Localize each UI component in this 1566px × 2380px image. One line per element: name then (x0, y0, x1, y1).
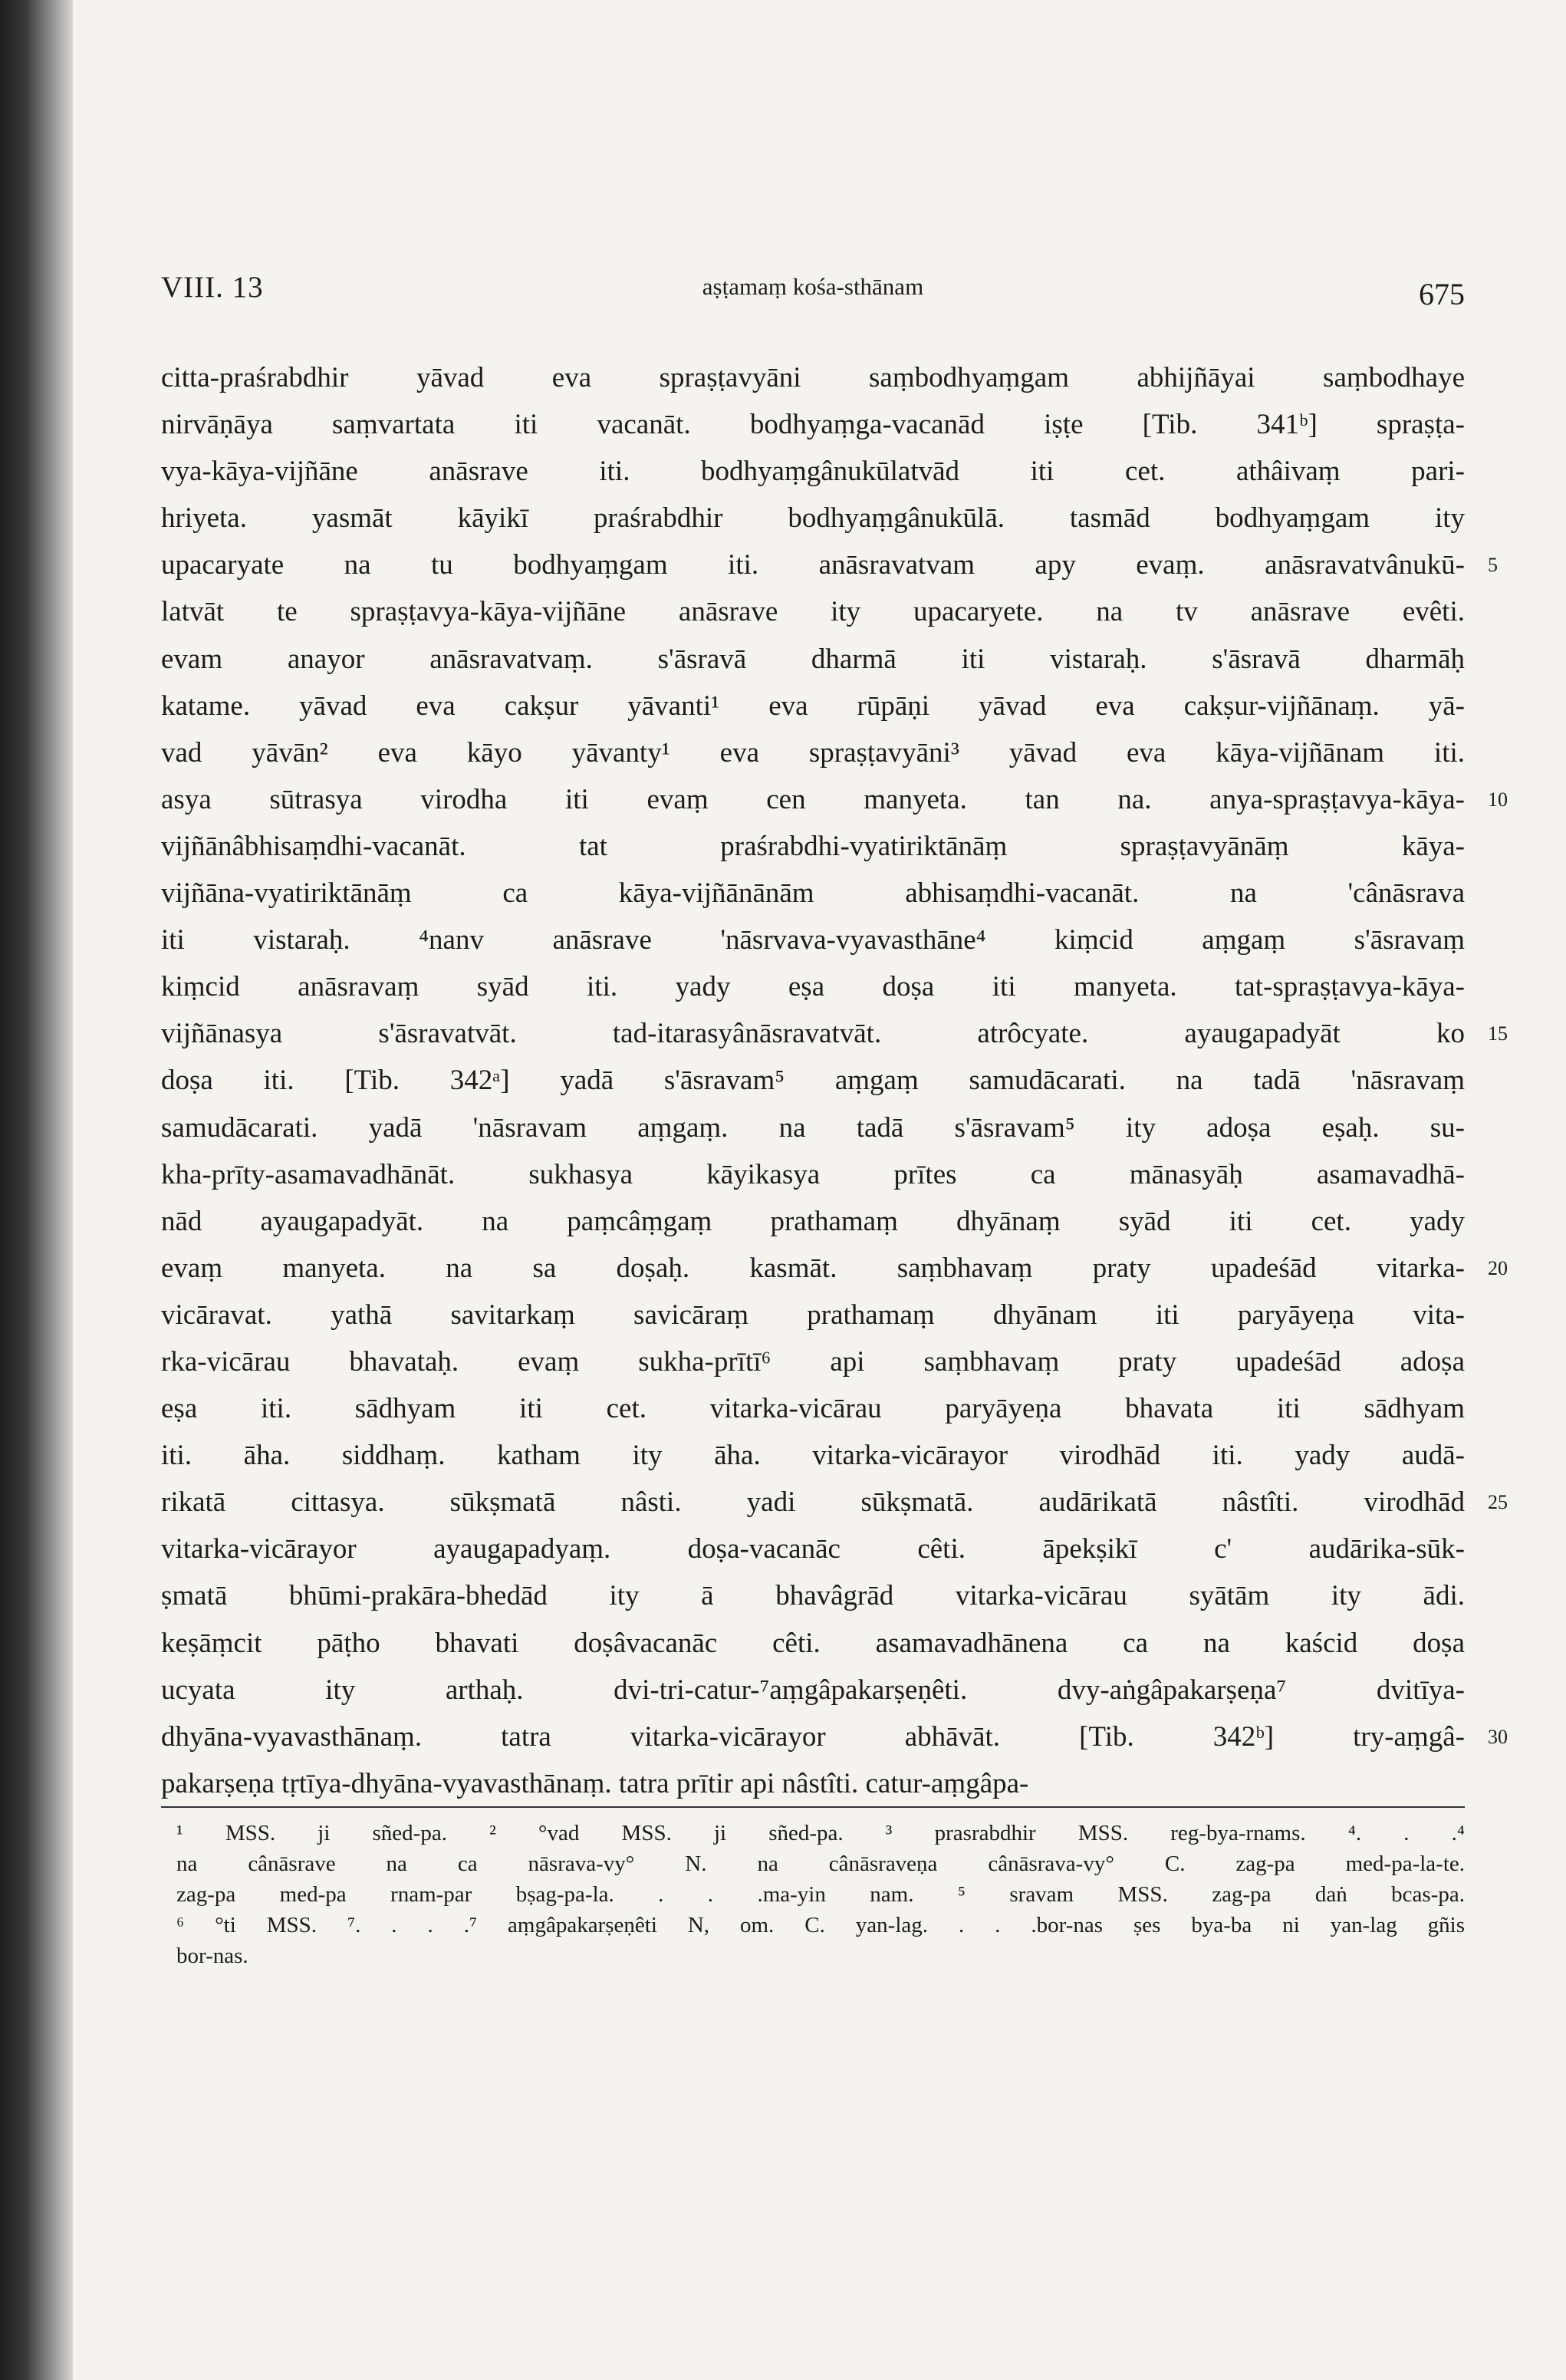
text-line-content: evam anayor anāsravatvaṃ. s'āsravā dharmā iti vistaraḥ. s'āsravā dharmāḥ (161, 643, 1465, 675)
text-line (161, 1479, 1508, 1526)
text-line-content: evaṃ manyeta. na sa doṣaḥ. kasmāt. saṃbhavaṃ praty upadeśād vitarka- (161, 1252, 1465, 1284)
text-line-content: samudācarati. yadā 'nāsravam aṃgaṃ. na tadā s'āsravam⁵ ity adoṣa eṣaḥ. su- (161, 1111, 1465, 1144)
footnote-line: ¹ MSS. ji sñed-pa. ² °vad MSS. ji sñed-pa. ³ prasrabdhir MSS. reg-bya-rnams. ⁴. . .⁴ (176, 1821, 1465, 1845)
text-line-content: eṣa iti. sādhyam iti cet. vitarka-vicārau paryāyeṇa bhavata iti sādhyam (161, 1393, 1465, 1425)
text-line-content: nād ayaugapadyāt. na paṃcâṃgaṃ prathamaṃ dhyānaṃ syād iti cet. yady (161, 1205, 1465, 1237)
book-binding-shadow (0, 0, 73, 2380)
text-line-content: vicāravat. yathā savitarkaṃ savicāraṃ prathamaṃ dhyānam iti paryāyeṇa vita- (161, 1299, 1465, 1331)
text-line (161, 1760, 1465, 1807)
footnote-line: ⁶ °ti MSS. ⁷. . . .⁷ aṃgâpakarṣeṇêti N, om. C. yan-lag. . . .bor-nas ṣes bya-ba ni yan-lag gñis (176, 1913, 1465, 1937)
text-line-content: vijñānâbhisaṃdhi-vacanāt. tat praśrabdhi-vyatiriktānāṃ spraṣṭavyānāṃ kāya- (161, 830, 1465, 862)
text-line (161, 963, 1465, 1010)
text-line (161, 1198, 1465, 1245)
text-line (161, 1010, 1508, 1057)
text-line (161, 1572, 1465, 1619)
text-line-content: latvāt te spraṣṭavya-kāya-vijñāne anāsrave ity upacaryete. na tv anāsrave evêti. (161, 596, 1465, 628)
text-line-content: doṣa iti. [Tib. 342ᵃ] yadā s'āsravam⁵ aṃgaṃ samudācarati. na tadā 'nāsravaṃ (161, 1065, 1465, 1097)
line-number: 25 (1488, 1491, 1508, 1514)
footnote-rule (161, 1806, 1465, 1808)
text-line-content: nirvāṇāya saṃvartata iti vacanāt. bodhyaṃga-vacanād iṣṭe [Tib. 341ᵇ] spraṣṭa- (161, 409, 1465, 441)
text-line (161, 870, 1465, 917)
text-line (161, 1057, 1465, 1104)
main-text (161, 354, 1508, 1807)
text-line-content: vijñāna-vyatiriktānāṃ ca kāya-vijñānānām abhisaṃdhi-vacanāt. na 'cânāsrava (161, 877, 1465, 910)
text-line (161, 823, 1465, 870)
text-line (161, 354, 1465, 401)
text-line (161, 542, 1498, 588)
text-line-content: keṣāṃcit pāṭho bhavati doṣâvacanāc cêti. asamavadhānena ca na kaścid doṣa (161, 1627, 1465, 1659)
text-line-content: dhyāna-vyavasthānaṃ. tatra vitarka-vicārayor abhāvāt. [Tib. 342ᵇ] try-aṃgâ- (161, 1720, 1465, 1753)
text-line-content: pakarṣeṇa tṛtīya-dhyāna-vyavasthānaṃ. tatra prītir api nâstîti. catur-aṃgâpa- (161, 1767, 1029, 1799)
text-line-content: vad yāvān² eva kāyo yāvanty¹ eva spraṣṭavyāni³ yāvad eva kāya-vijñānam iti. (161, 736, 1465, 769)
text-line-content: asya sūtrasya virodha iti evaṃ cen manyeta. tan na. anya-spraṣṭavya-kāya- (161, 783, 1465, 815)
line-number: 20 (1488, 1256, 1508, 1279)
text-line (161, 1104, 1465, 1151)
text-line-content: upacaryate na tu bodhyaṃgam iti. anāsravatvam apy evaṃ. anāsravatvânukū- (161, 549, 1465, 581)
text-line-content: rka-vicārau bhavataḥ. evaṃ sukha-prītī⁶ api saṃbhavaṃ praty upadeśād adoṣa (161, 1345, 1465, 1378)
text-line (161, 1432, 1465, 1479)
text-line (161, 1713, 1508, 1760)
text-line (161, 683, 1465, 729)
text-line (161, 495, 1465, 542)
text-line-content: ṣmatā bhūmi-prakāra-bhedād ity ā bhavâgrād vitarka-vicārau syātām ity ādi. (161, 1580, 1465, 1612)
text-line-content: ucyata ity arthaḥ. dvi-tri-catur-⁷aṃgâpakarṣeṇêti. dvy-aṅgâpakarṣeṇa⁷ dvitīya- (161, 1674, 1465, 1706)
page-header (161, 270, 1465, 324)
text-line-content: rikatā cittasya. sūkṣmatā nâsti. yadi sūkṣmatā. audārikatā nâstîti. virodhād (161, 1486, 1465, 1519)
text-line (161, 1151, 1465, 1198)
line-number: 30 (1488, 1725, 1508, 1748)
text-line-content: katame. yāvad eva cakṣur yāvanti¹ eva rūpāṇi yāvad eva cakṣur-vijñānaṃ. yā- (161, 690, 1465, 722)
line-number: 5 (1488, 554, 1498, 577)
text-line-content: iti. āha. siddhaṃ. katham ity āha. vitarka-vicārayor virodhād iti. yady audā- (161, 1440, 1465, 1472)
text-line (161, 917, 1465, 963)
text-line (161, 729, 1465, 776)
text-line (161, 1667, 1465, 1713)
footnote-line: zag-pa med-pa rnam-par bṣag-pa-la. . . .ma-yin nam. ⁵ sravam MSS. zag-pa daṅ bcas-pa. (176, 1882, 1465, 1907)
line-number: 15 (1488, 1022, 1508, 1045)
text-line-content: citta-praśrabdhir yāvad eva spraṣṭavyāni saṃbodhyaṃgam abhijñāyai saṃbodhaye (161, 362, 1465, 393)
line-number: 10 (1488, 788, 1508, 811)
text-line-content: vijñānasya s'āsravatvāt. tad-itarasyânāsravatvāt. atrôcyate. ayaugapadyāt ko (161, 1018, 1465, 1050)
footnote-line: bor-nas. (176, 1944, 248, 1968)
text-line-content: iti vistaraḥ. ⁴nanv anāsrave 'nāsrvava-vyavasthāne⁴ kiṃcid aṃgaṃ s'āsravaṃ (161, 924, 1465, 956)
text-line-content: kiṃcid anāsravaṃ syād iti. yady eṣa doṣa iti manyeta. tat-spraṣṭavya-kāya- (161, 971, 1465, 1003)
running-title: aṣṭamaṃ kośa-sthānam (702, 273, 924, 300)
footnote-line: na cânāsrave na ca nāsrava-vy° N. na cânāsraveṇa cânāsrava-vy° C. zag-pa med-pa-la-te. (176, 1852, 1465, 1876)
text-line (161, 1338, 1465, 1385)
chapter-verse-ref: VIII. 13 (161, 271, 264, 304)
text-line-content: vitarka-vicārayor ayaugapadyaṃ. doṣa-vacanāc cêti. āpekṣikī c' audārika-sūk- (161, 1533, 1465, 1565)
text-line (161, 1620, 1465, 1667)
text-line (161, 401, 1465, 448)
text-line (161, 776, 1508, 823)
text-line (161, 448, 1465, 495)
text-line-content: vya-kāya-vijñāne anāsrave iti. bodhyaṃgânukūlatvād iti cet. athâivaṃ pari- (161, 456, 1465, 488)
text-line (161, 1292, 1465, 1338)
page-number: 675 (1419, 277, 1465, 311)
text-line-content: hriyeta. yasmāt kāyikī praśrabdhir bodhyaṃgânukūlā. tasmād bodhyaṃgam ity (161, 502, 1465, 535)
text-line (161, 1385, 1465, 1432)
text-line-content: kha-prīty-asamavadhānāt. sukhasya kāyikasya prītes ca mānasyāḥ asamavadhā- (161, 1158, 1465, 1190)
text-line (161, 1245, 1508, 1292)
text-line (161, 636, 1465, 683)
footnotes (176, 1818, 1465, 1971)
text-line (161, 1526, 1465, 1572)
text-line (161, 588, 1465, 635)
